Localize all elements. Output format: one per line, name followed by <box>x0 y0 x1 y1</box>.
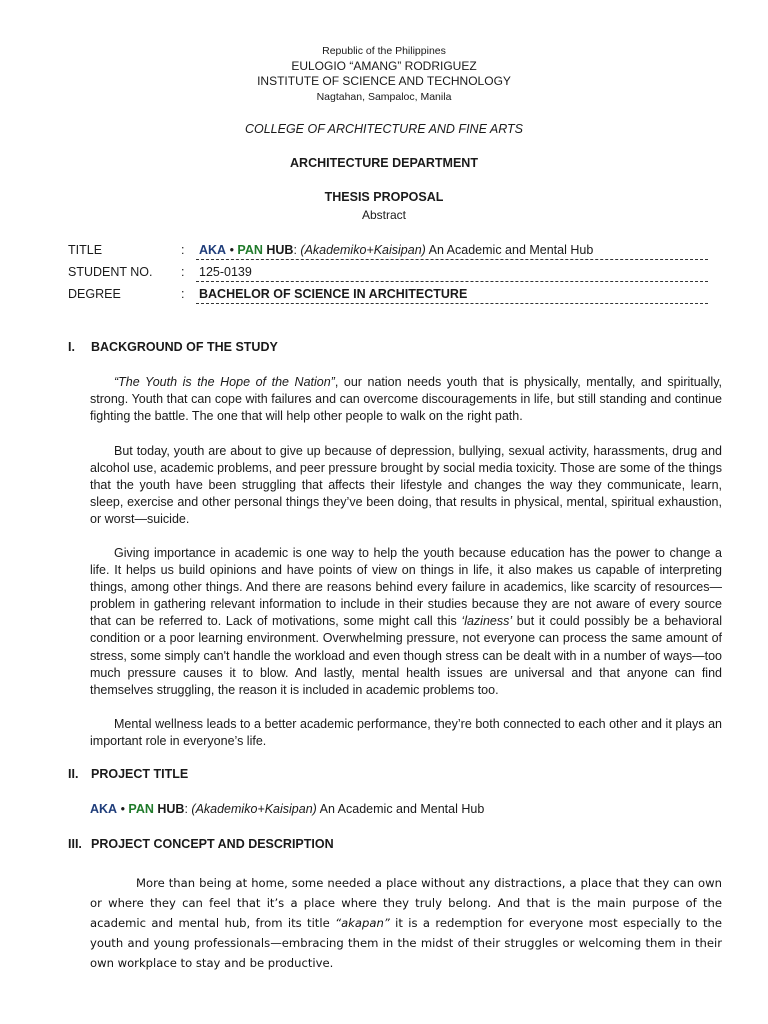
title-sep: : <box>293 243 301 257</box>
section-title: PROJECT CONCEPT AND DESCRIPTION <box>91 837 334 851</box>
school-name-line1: EULOGIO “AMANG” RODRIGUEZ <box>291 59 477 73</box>
document-type: THESIS PROPOSAL <box>324 190 444 204</box>
school-address: Nagtahan, Sampaloc, Manila <box>316 91 452 103</box>
section-concept-heading <box>68 837 334 851</box>
title-aka: AKA <box>199 243 227 257</box>
title-pan: PAN <box>237 243 263 257</box>
background-paragraph-1 <box>90 374 722 425</box>
project-title-text <box>90 802 484 816</box>
degree-label: DEGREE <box>68 287 121 301</box>
background-paragraph-2: But today, youth are about to give up because of depression, bullying, sexual activity, harassments, drug and alcohol use, academic problems, and peer pressure brought by social media toxicity. Those are some of the things that the youth have been struggling that affects their lifestyle and changes the way they communicate, learn, sleep, exercise and other personal things they’ve been doing, that results in physical, mental, spiritual exhaustion, or worst—suicide. <box>90 444 722 527</box>
background-paragraph-3 <box>90 545 722 699</box>
title-colon: : <box>181 243 185 257</box>
project-dot: • <box>117 802 129 816</box>
background-paragraph-4: Mental wellness leads to a better academic performance, they’re both connected to each other and it plays an important role in everyone’s life. <box>90 717 722 749</box>
paragraph-text: , our nation needs youth that is physically, mentally, and spiritually, strong. Youth that can cope with failures and can overcome discouragements in life, but still standing and continue fighting the battle. The one that will help other people to walk on the right path. <box>90 375 722 424</box>
section-project-title-heading <box>68 767 188 781</box>
degree-value: BACHELOR OF SCIENCE IN ARCHITECTURE <box>199 287 468 301</box>
degree-row <box>68 287 708 309</box>
document-subtype: Abstract <box>361 208 406 222</box>
concept-paragraph <box>90 873 722 973</box>
section-number: II. <box>68 767 79 781</box>
college-name: COLLEGE OF ARCHITECTURE AND FINE ARTS <box>244 122 524 136</box>
title-dot: • <box>226 243 238 257</box>
student-no-label: STUDENT NO. <box>68 265 153 279</box>
project-italic: (Akademiko+Kaisipan) <box>191 802 317 816</box>
paragraph-text: Giving importance in academic is one way to help the youth because education has the power to change a life. It helps us build opinions and have points of view on things in life, it also makes us capable of interpreting things, among other things. And there are reasons behind every failure in academics, like scarcity of resources—problem in gathering relevant information to include in their studies because they are not aware of every source that can be referred to. Lack of motivations, some might call this <box>90 546 722 629</box>
title-value <box>199 243 593 257</box>
project-pan: PAN <box>128 802 154 816</box>
degree-underline <box>196 303 708 304</box>
student-no-colon: : <box>181 265 185 279</box>
title-underline <box>196 259 708 260</box>
akapan-italic: “akapan” <box>335 916 390 930</box>
school-name-line2: INSTITUTE OF SCIENCE AND TECHNOLOGY <box>257 74 511 88</box>
student-no-underline <box>196 281 708 282</box>
degree-colon: : <box>181 287 185 301</box>
paragraph-text-cont: it is a redemption for everyone most especially to the youth and young professionals—embracing them in the midst of their struggles or welcoming them in their own workplace to stay and be productive. <box>90 916 723 970</box>
student-no-value: 125-0139 <box>199 265 252 279</box>
paragraph-text-cont: but it could possibly be a behavioral condition or a poor learning environment. Overwhelming pressure, not everyone can process the same amount of stress, some simply can't handle the workload and even though stress can be dealt with in a number of ways—too much pressure causes it to blow. And lastly, mental health issues are universal and that anyone can find themselves struggling, the reason it is included in academic problems too. <box>90 614 722 697</box>
project-sep: : <box>184 802 192 816</box>
section-number: I. <box>68 340 75 354</box>
student-no-row <box>68 265 708 287</box>
section-title: PROJECT TITLE <box>91 767 189 781</box>
title-label: TITLE <box>68 243 103 257</box>
laziness-italic: ‘laziness’ <box>461 614 513 629</box>
title-rest: An Academic and Mental Hub <box>425 243 594 257</box>
section-title: BACKGROUND OF THE STUDY <box>91 340 278 354</box>
department-name: ARCHITECTURE DEPARTMENT <box>290 156 478 170</box>
project-hub: HUB <box>153 802 185 816</box>
quote-text: “The Youth is the Hope of the Nation” <box>114 375 335 389</box>
title-row <box>68 243 708 265</box>
section-number: III. <box>68 837 82 851</box>
section-background-heading <box>68 340 278 354</box>
project-aka: AKA <box>90 802 118 816</box>
republic-line: Republic of the Philippines <box>322 45 446 57</box>
project-rest: An Academic and Mental Hub <box>316 802 485 816</box>
title-italic: (Akademiko+Kaisipan) <box>300 243 426 257</box>
paragraph-text: More than being at home, some needed a place without any distractions, a place that they can own or where they can feel that it’s a place where they truly belong. And that is the main purpose of the academic and mental hub, from its title <box>90 876 722 930</box>
title-hub: HUB <box>262 243 294 257</box>
